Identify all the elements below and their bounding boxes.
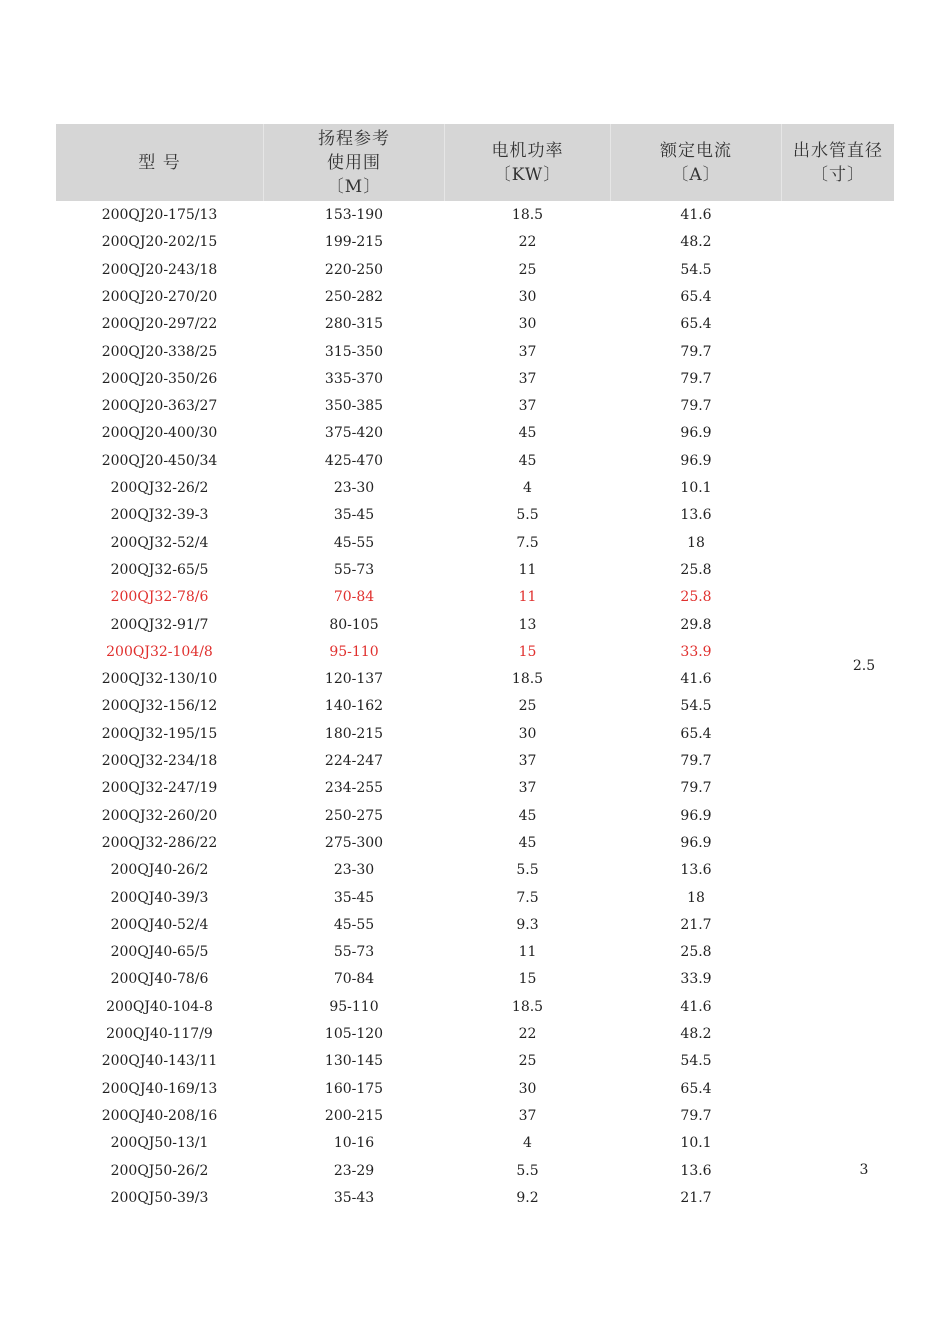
cell-head: 55-73 [333, 561, 375, 578]
table-row [56, 830, 834, 857]
cell-current: 79.7 [680, 1107, 712, 1124]
cell-power: 4 [523, 1135, 532, 1152]
cell-model: 200QJ20-243/18 [101, 261, 218, 278]
cell-head: 234-255 [324, 780, 384, 797]
table-row [56, 885, 834, 912]
cell-head: 10-16 [333, 1135, 375, 1152]
cell-current: 18 [687, 889, 705, 906]
table-row [56, 475, 834, 502]
cell-model: 200QJ40-52/4 [110, 916, 209, 933]
cell-head: 220-250 [324, 261, 384, 278]
table-row [56, 639, 834, 666]
cell-head: 35-45 [333, 889, 375, 906]
header-head-line-1: 扬程参考 [318, 128, 390, 149]
cell-head: 95-110 [329, 643, 379, 660]
cell-model: 200QJ32-26/2 [110, 480, 209, 496]
cell-power: 25 [518, 698, 537, 715]
cell-head: 45-55 [333, 916, 375, 933]
table-row [56, 257, 834, 284]
cell-current: 65.4 [680, 1080, 712, 1097]
cell-power: 9.3 [516, 916, 539, 933]
cell-head: 120-137 [324, 671, 384, 688]
cell-current: 65.4 [680, 316, 712, 333]
cell-power: 7.5 [516, 534, 539, 551]
table-row [56, 1021, 834, 1048]
cell-model: 200QJ32-91/7 [110, 616, 209, 633]
header-power-line-2: 〔KW〕 [493, 164, 562, 185]
cell-current: 13.6 [680, 507, 712, 524]
cell-model: 200QJ50-26/2 [110, 1162, 209, 1179]
cell-current: 96.9 [680, 452, 712, 469]
cell-model: 200QJ40-143/11 [101, 1053, 218, 1070]
cell-power: 45 [518, 452, 537, 469]
cell-current: 10.1 [680, 480, 712, 496]
cell-model: 200QJ20-338/25 [101, 343, 218, 360]
cell-model: 200QJ32-130/10 [101, 671, 218, 688]
cell-head: 70-84 [333, 971, 375, 988]
cell-model: 200QJ32-156/12 [101, 698, 218, 715]
cell-model: 200QJ32-247/19 [101, 780, 218, 797]
table-row [56, 994, 834, 1021]
cell-current: 13.6 [680, 1162, 712, 1179]
table-row [56, 339, 834, 366]
cell-head: 55-73 [333, 944, 375, 961]
cell-power: 4 [523, 480, 532, 496]
cell-head: 105-120 [324, 1026, 384, 1042]
cell-model: 200QJ32-234/18 [101, 753, 218, 769]
cell-model: 200QJ20-363/27 [101, 398, 218, 415]
header-current [611, 124, 781, 201]
table-row [56, 584, 834, 611]
cell-head: 45-55 [333, 534, 375, 551]
cell-current: 41.6 [680, 207, 712, 223]
cell-model: 200QJ40-208/16 [101, 1107, 218, 1124]
table-row [56, 966, 834, 993]
table-row [56, 939, 834, 966]
cell-pipe-merged: 3 [859, 1162, 869, 1179]
cell-current: 79.7 [680, 343, 712, 360]
cell-power: 25 [518, 1053, 537, 1070]
cell-current: 25.8 [680, 589, 712, 606]
header-current-line-1: 额定电流 [660, 140, 732, 161]
header-pipe-line-2: 〔寸〕 [811, 164, 865, 185]
cell-power: 18.5 [511, 671, 544, 688]
cell-model: 200QJ20-350/26 [101, 370, 218, 387]
cell-power: 15 [518, 971, 537, 988]
cell-head: 250-282 [324, 288, 384, 305]
cell-power: 11 [518, 944, 537, 961]
cell-power: 37 [518, 343, 537, 360]
cell-power: 5.5 [516, 507, 539, 524]
cell-power: 37 [518, 1107, 537, 1124]
cell-model: 200QJ20-400/30 [101, 425, 218, 442]
cell-model: 200QJ40-169/13 [101, 1080, 218, 1097]
cell-power: 37 [518, 753, 537, 769]
header-current-line-2: 〔A〕 [671, 164, 721, 185]
cell-current: 41.6 [680, 671, 712, 688]
table-row [56, 229, 834, 256]
cell-model: 200QJ32-52/4 [110, 534, 209, 551]
cell-head: 23-30 [333, 480, 375, 496]
cell-current: 48.2 [680, 234, 712, 251]
cell-current: 79.7 [680, 753, 712, 769]
cell-head: 425-470 [324, 452, 384, 469]
cell-head: 335-370 [324, 370, 384, 387]
table-header [56, 124, 894, 201]
cell-power: 15 [518, 643, 537, 660]
header-head [264, 124, 444, 201]
header-power [445, 124, 610, 201]
cell-power: 37 [518, 398, 537, 415]
cell-head: 180-215 [324, 725, 384, 742]
cell-head: 250-275 [324, 807, 384, 824]
cell-power: 30 [518, 288, 537, 305]
cell-current: 25.8 [680, 561, 712, 578]
cell-current: 54.5 [680, 698, 712, 715]
cell-power: 18.5 [511, 207, 544, 223]
table-row [56, 530, 834, 557]
cell-head: 315-350 [324, 343, 384, 360]
cell-model: 200QJ20-175/13 [101, 207, 218, 223]
cell-power: 45 [518, 425, 537, 442]
cell-power: 11 [518, 589, 537, 606]
table-row [56, 857, 834, 884]
cell-current: 54.5 [680, 1053, 712, 1070]
table-row [56, 448, 834, 475]
cell-head: 35-43 [333, 1189, 375, 1206]
cell-current: 13.6 [680, 862, 712, 879]
header-pipe [782, 124, 894, 201]
cell-pipe-merged: 2.5 [852, 658, 876, 674]
cell-head: 140-162 [324, 698, 384, 715]
cell-model: 200QJ40-104-8 [106, 998, 213, 1015]
cell-head: 275-300 [324, 834, 384, 851]
cell-head: 130-145 [324, 1053, 384, 1070]
cell-current: 54.5 [680, 261, 712, 278]
cell-current: 33.9 [680, 643, 712, 660]
cell-current: 48.2 [680, 1026, 712, 1042]
cell-model: 200QJ32-65/5 [110, 561, 209, 578]
cell-current: 79.7 [680, 780, 712, 797]
header-model-label: 型 号 [138, 152, 181, 173]
cell-head: 23-29 [333, 1162, 375, 1179]
cell-head: 350-385 [324, 398, 384, 415]
cell-head: 199-215 [324, 234, 384, 251]
cell-power: 11 [518, 561, 537, 578]
cell-model: 200QJ50-39/3 [110, 1189, 209, 1206]
cell-power: 18.5 [511, 998, 544, 1015]
cell-current: 21.7 [680, 1189, 712, 1206]
table-row [56, 666, 834, 693]
table-row [56, 420, 834, 447]
cell-current: 79.7 [680, 370, 712, 387]
table-row [56, 912, 834, 939]
header-head-line-2: 使用围 [327, 152, 381, 173]
cell-current: 79.7 [680, 398, 712, 415]
table-row [56, 1076, 834, 1103]
cell-head: 35-45 [333, 507, 375, 524]
cell-head: 95-110 [329, 998, 379, 1015]
cell-model: 200QJ32-286/22 [101, 834, 218, 851]
cell-power: 37 [518, 780, 537, 797]
table-row [56, 202, 834, 229]
header-pipe-line-1: 出水管直径 [793, 140, 883, 161]
table-row [56, 803, 834, 830]
cell-power: 22 [518, 234, 537, 251]
cell-model: 200QJ20-202/15 [101, 234, 218, 251]
cell-power: 30 [518, 1080, 537, 1097]
cell-power: 45 [518, 834, 537, 851]
cell-head: 280-315 [324, 316, 384, 333]
table-row [56, 612, 834, 639]
cell-current: 21.7 [680, 916, 712, 933]
table-row [56, 1048, 834, 1075]
cell-current: 96.9 [680, 425, 712, 442]
cell-current: 96.9 [680, 807, 712, 824]
table-row [56, 311, 834, 338]
cell-current: 65.4 [680, 725, 712, 742]
table-row [56, 748, 834, 775]
cell-current: 96.9 [680, 834, 712, 851]
cell-head: 70-84 [333, 589, 375, 606]
cell-model: 200QJ40-117/9 [106, 1026, 213, 1042]
cell-model: 200QJ32-39-3 [110, 507, 209, 524]
pump-spec-table [56, 124, 894, 1206]
cell-power: 45 [518, 807, 537, 824]
cell-power: 5.5 [516, 1162, 539, 1179]
cell-power: 13 [518, 616, 537, 633]
cell-power: 30 [518, 725, 537, 742]
cell-current: 29.8 [680, 616, 712, 633]
cell-model: 200QJ40-39/3 [110, 889, 209, 906]
cell-head: 80-105 [329, 616, 379, 633]
table-row [56, 1185, 834, 1212]
cell-head: 224-247 [324, 753, 384, 769]
cell-head: 375-420 [324, 425, 384, 442]
cell-power: 7.5 [516, 889, 539, 906]
cell-power: 5.5 [516, 862, 539, 879]
table-row [56, 366, 834, 393]
cell-power: 25 [518, 261, 537, 278]
table-row [56, 693, 834, 720]
cell-current: 41.6 [680, 998, 712, 1015]
table-row [56, 1130, 834, 1157]
cell-current: 18 [687, 534, 705, 551]
cell-model: 200QJ32-104/8 [106, 643, 213, 660]
cell-power: 22 [518, 1026, 537, 1042]
cell-model: 200QJ32-195/15 [101, 725, 218, 742]
cell-head: 200-215 [324, 1107, 384, 1124]
cell-current: 10.1 [680, 1135, 712, 1152]
cell-model: 200QJ20-297/22 [101, 316, 218, 333]
cell-power: 9.2 [516, 1189, 539, 1206]
cell-model: 200QJ40-26/2 [110, 862, 209, 879]
cell-model: 200QJ20-450/34 [101, 452, 218, 469]
header-head-line-3: 〔M〕 [326, 176, 382, 197]
cell-current: 65.4 [680, 288, 712, 305]
cell-model: 200QJ32-260/20 [101, 807, 218, 824]
table-row [56, 1103, 834, 1130]
cell-model: 200QJ50-13/1 [110, 1135, 209, 1152]
cell-power: 30 [518, 316, 537, 333]
table-row [56, 393, 834, 420]
cell-model: 200QJ20-270/20 [101, 288, 218, 305]
cell-power: 37 [518, 370, 537, 387]
table-row [56, 721, 834, 748]
cell-current: 33.9 [680, 971, 712, 988]
table-row [56, 775, 834, 802]
table-row [56, 557, 834, 584]
header-power-line-1: 电机功率 [491, 140, 564, 161]
cell-head: 23-30 [333, 862, 375, 879]
cell-model: 200QJ32-78/6 [110, 589, 209, 606]
table-row [56, 284, 834, 311]
table-row [56, 1158, 834, 1185]
cell-model: 200QJ40-78/6 [110, 971, 209, 988]
header-model [56, 124, 263, 201]
cell-current: 25.8 [680, 944, 712, 961]
cell-head: 160-175 [324, 1080, 384, 1097]
table-row [56, 502, 834, 529]
cell-head: 153-190 [324, 207, 384, 223]
cell-model: 200QJ40-65/5 [110, 944, 209, 961]
